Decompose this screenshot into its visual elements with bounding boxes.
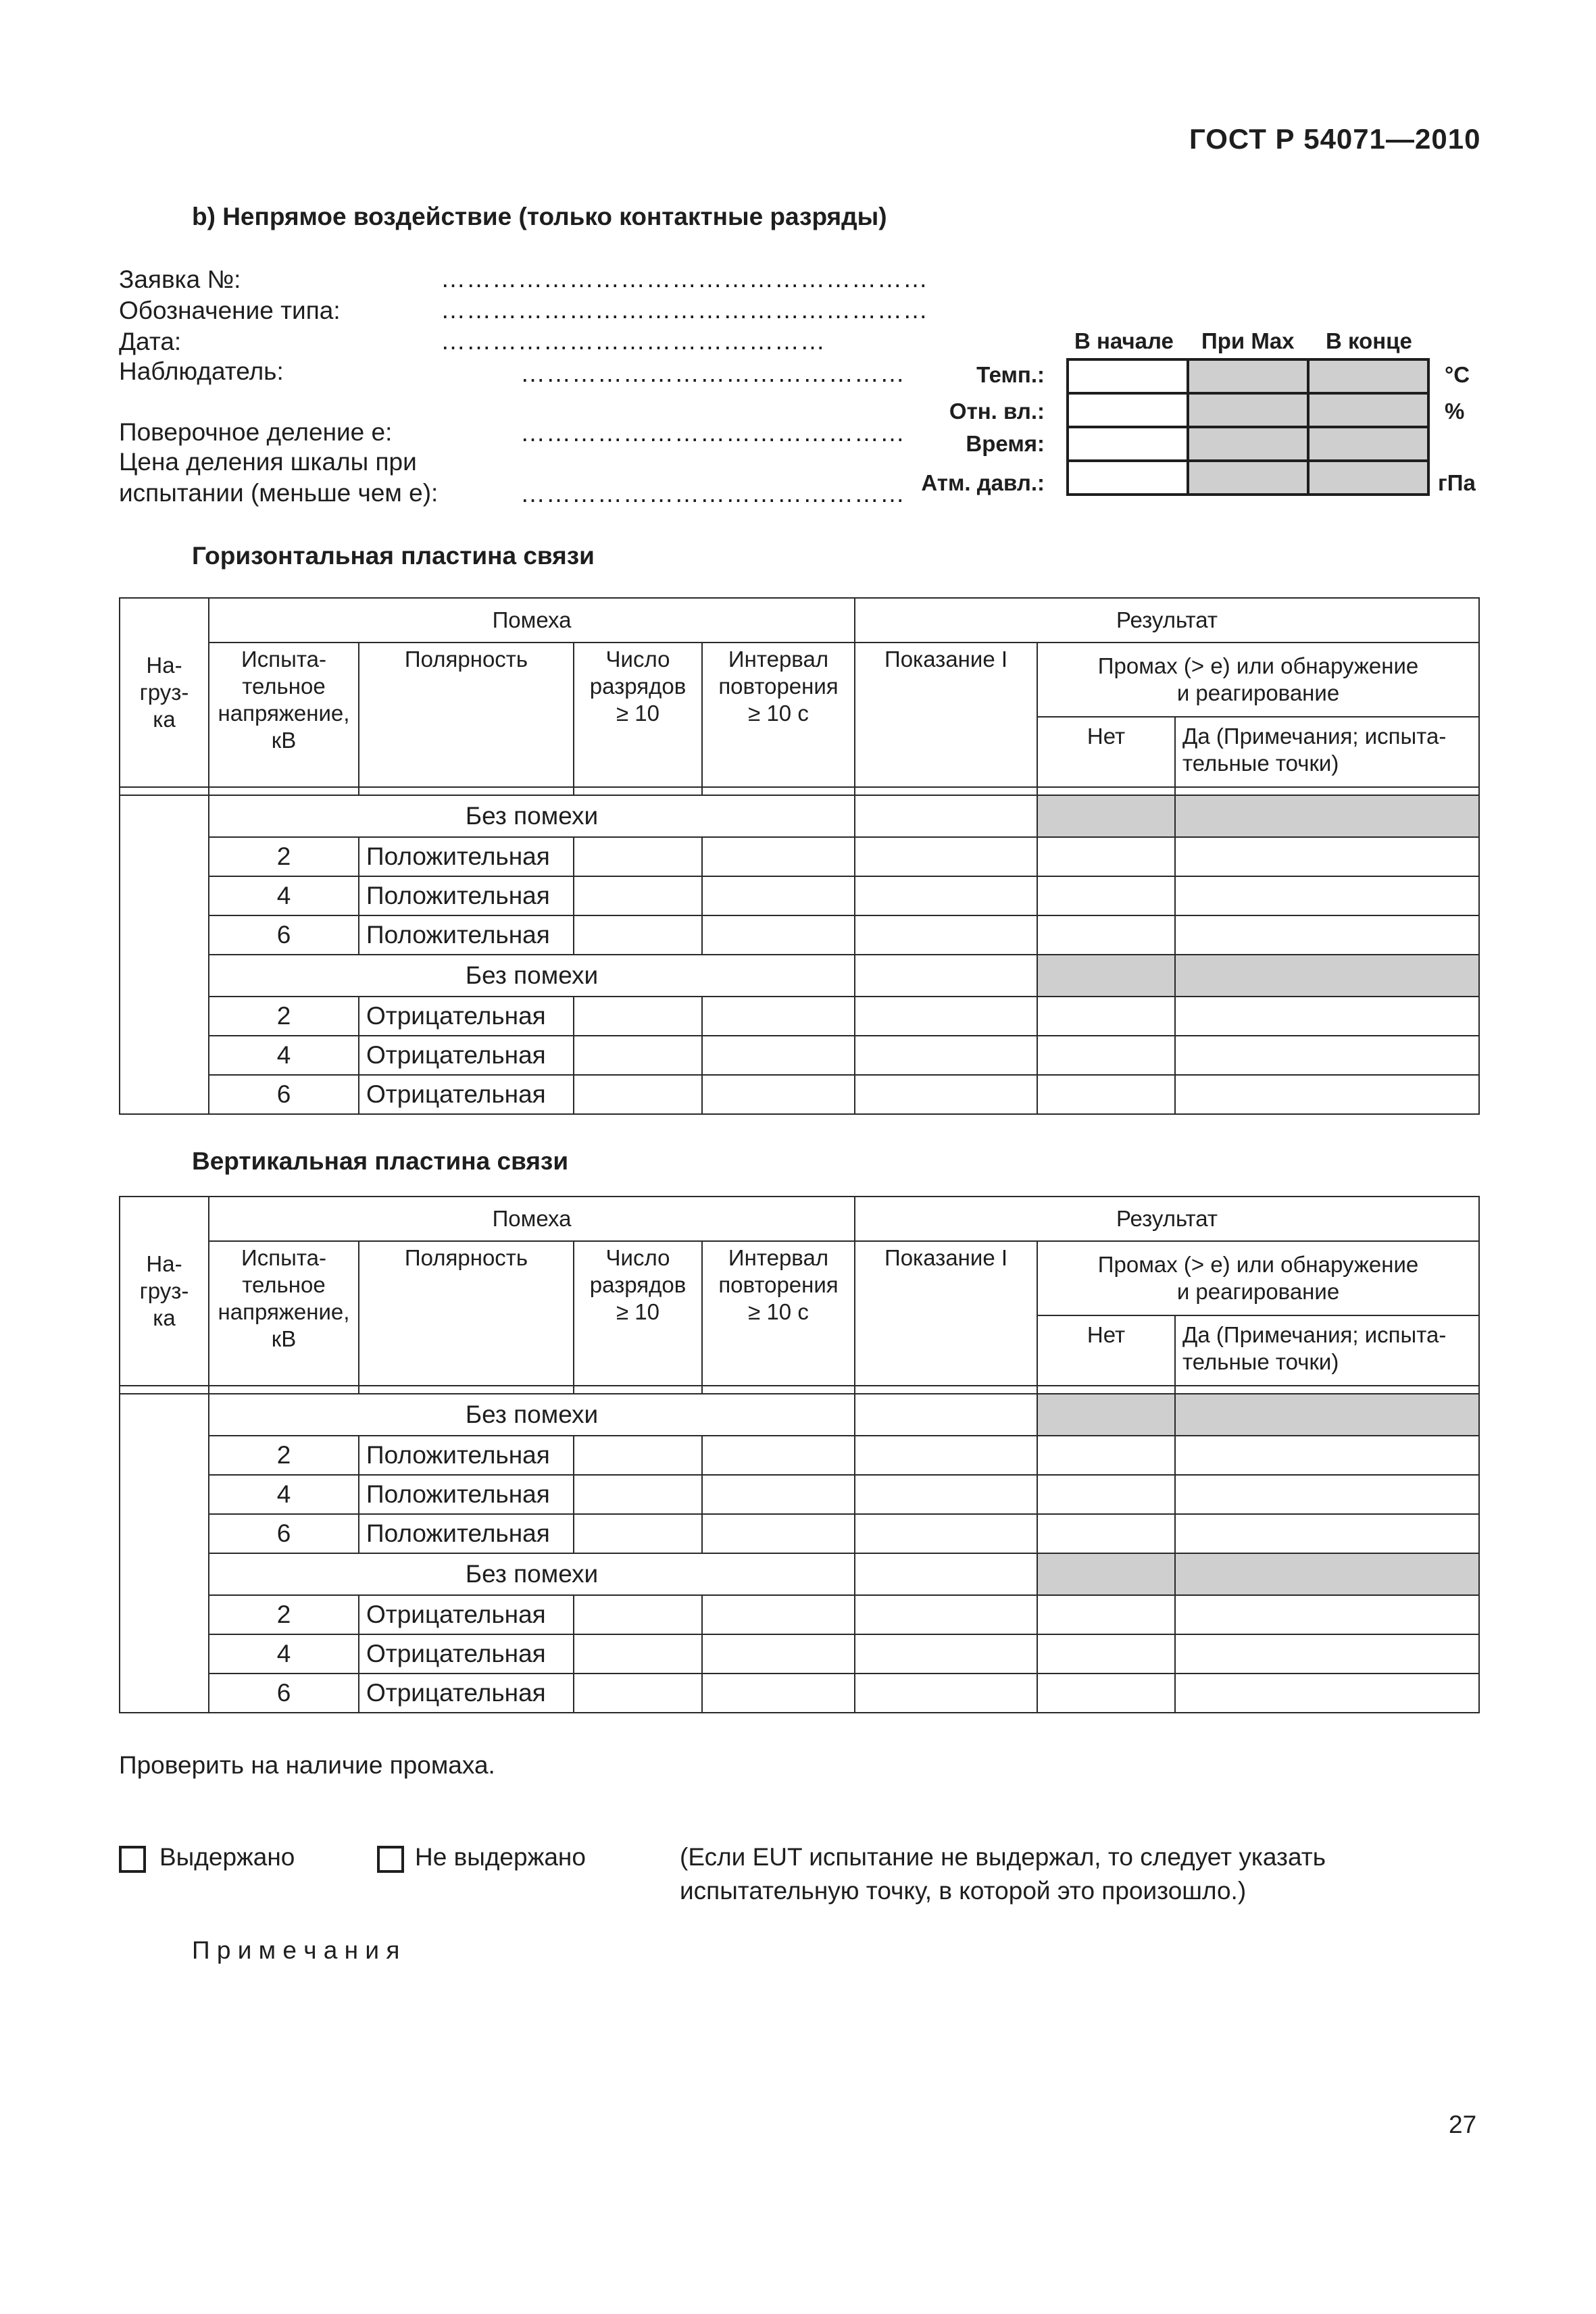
field-label-application: Заявка №: <box>119 266 241 293</box>
polarity-value: Положительная <box>359 837 574 876</box>
no-cell[interactable] <box>1037 1674 1175 1713</box>
reading-cell[interactable] <box>855 837 1037 876</box>
no-cell[interactable] <box>1037 876 1175 915</box>
polarity-value: Отрицательная <box>359 997 574 1036</box>
header-load: На- груз- ка <box>120 1197 209 1386</box>
yes-cell[interactable] <box>1175 1436 1479 1475</box>
failure-note-line1: (Если EUT испытание не выдержал, то следует указать <box>680 1843 1326 1871</box>
interval-cell[interactable] <box>702 876 855 915</box>
voltage-value: 4 <box>209 1634 359 1674</box>
discharges-cell[interactable] <box>574 1514 702 1553</box>
env-cell[interactable] <box>1068 393 1188 427</box>
failed-checkbox[interactable] <box>377 1846 404 1873</box>
discharges-cell[interactable] <box>574 1475 702 1514</box>
section-title: b) Непрямое воздействие (только контактные разряды) <box>192 203 887 230</box>
header-yes: Да (Примечания; испыта- тельные точки) <box>1175 717 1479 787</box>
reading-cell[interactable] <box>855 1553 1037 1595</box>
reading-cell[interactable] <box>855 997 1037 1036</box>
no-cell[interactable] <box>1037 1075 1175 1114</box>
header-reading: Показание I <box>855 643 1037 787</box>
shaded-cell <box>1175 955 1479 997</box>
shaded-cell <box>1175 795 1479 837</box>
standard-number: ГОСТ Р 54071—2010 <box>1189 123 1481 155</box>
env-header-start: В начале <box>1074 328 1174 353</box>
discharges-cell[interactable] <box>574 915 702 955</box>
interval-cell[interactable] <box>702 1595 855 1634</box>
header-voltage: Испыта- тельное напряжение, кВ <box>209 643 359 787</box>
shaded-cell <box>1175 1553 1479 1595</box>
polarity-value: Положительная <box>359 1436 574 1475</box>
interval-cell[interactable] <box>702 1436 855 1475</box>
environment-table <box>1066 358 1430 496</box>
header-reading: Показание I <box>855 1241 1037 1386</box>
env-cell <box>1188 393 1308 427</box>
interval-cell[interactable] <box>702 1475 855 1514</box>
header-interference: Помеха <box>209 598 855 643</box>
table-title-horizontal: Горизонтальная пластина связи <box>192 542 595 570</box>
field-dots-application[interactable]: ………………………………………………… <box>441 265 928 293</box>
reading-cell[interactable] <box>855 1394 1037 1436</box>
reading-cell[interactable] <box>855 1036 1037 1075</box>
no-cell[interactable] <box>1037 997 1175 1036</box>
header-load: На- груз- ка <box>120 598 209 787</box>
interval-cell[interactable] <box>702 997 855 1036</box>
no-cell[interactable] <box>1037 1634 1175 1674</box>
passed-label: Выдержано <box>159 1843 295 1871</box>
env-cell[interactable] <box>1068 359 1188 393</box>
discharges-cell[interactable] <box>574 1634 702 1674</box>
no-cell[interactable] <box>1037 1514 1175 1553</box>
interval-cell[interactable] <box>702 1075 855 1114</box>
header-yes: Да (Примечания; испыта- тельные точки) <box>1175 1315 1479 1386</box>
remarks-heading: П р и м е ч а н и я <box>192 1936 400 1964</box>
field-dots-observer[interactable]: ……………………………………… <box>520 359 905 387</box>
yes-cell[interactable] <box>1175 1475 1479 1514</box>
reading-cell[interactable] <box>855 915 1037 955</box>
yes-cell[interactable] <box>1175 1514 1479 1553</box>
shaded-cell <box>1037 795 1175 837</box>
voltage-value: 6 <box>209 1075 359 1114</box>
discharges-cell[interactable] <box>574 1674 702 1713</box>
reading-cell[interactable] <box>855 795 1037 837</box>
discharges-cell[interactable] <box>574 1595 702 1634</box>
interval-cell[interactable] <box>702 837 855 876</box>
shaded-cell <box>1037 1553 1175 1595</box>
interval-cell[interactable] <box>702 915 855 955</box>
voltage-value: 2 <box>209 1436 359 1475</box>
field-label-scale-2: испытании (меньше чем e): <box>119 479 439 507</box>
header-no: Нет <box>1037 1315 1175 1386</box>
result-table <box>119 597 1480 1115</box>
field-label-verification: Поверочное деление e: <box>119 418 393 446</box>
table-title-vertical: Вертикальная пластина связи <box>192 1147 569 1175</box>
field-dots-date[interactable]: ……………………………………… <box>441 327 826 355</box>
discharges-cell[interactable] <box>574 837 702 876</box>
header-discharges: Число разрядов ≥ 10 <box>574 643 702 787</box>
reading-cell[interactable] <box>855 1674 1037 1713</box>
load-cell[interactable] <box>120 1394 209 1713</box>
yes-cell[interactable] <box>1175 1075 1479 1114</box>
yes-cell[interactable] <box>1175 876 1479 915</box>
no-cell[interactable] <box>1037 1475 1175 1514</box>
load-cell[interactable] <box>120 795 209 1114</box>
no-cell[interactable] <box>1037 837 1175 876</box>
interval-cell[interactable] <box>702 1036 855 1075</box>
env-label-humidity: Отн. вл.: <box>949 399 1045 424</box>
discharges-cell[interactable] <box>574 1436 702 1475</box>
voltage-value: 4 <box>209 1036 359 1075</box>
no-cell[interactable] <box>1037 1036 1175 1075</box>
polarity-value: Отрицательная <box>359 1634 574 1674</box>
header-result: Результат <box>855 598 1479 643</box>
header-miss: Промах (> e) или обнаружение и реагирование <box>1037 643 1479 717</box>
discharges-cell[interactable] <box>574 997 702 1036</box>
yes-cell[interactable] <box>1175 837 1479 876</box>
interval-cell[interactable] <box>702 1514 855 1553</box>
reading-cell[interactable] <box>855 1436 1037 1475</box>
polarity-value: Положительная <box>359 1514 574 1553</box>
env-unit-pressure: гПа <box>1438 470 1476 495</box>
voltage-value: 4 <box>209 876 359 915</box>
env-cell <box>1188 359 1308 393</box>
env-cell[interactable] <box>1068 461 1188 495</box>
env-cell <box>1308 427 1428 461</box>
header-interval: Интервал повторения ≥ 10 с <box>702 1241 855 1386</box>
no-cell[interactable] <box>1037 1595 1175 1634</box>
reading-cell[interactable] <box>855 1634 1037 1674</box>
header-voltage: Испыта- тельное напряжение, кВ <box>209 1241 359 1386</box>
env-unit-temp: °C <box>1445 362 1470 387</box>
env-cell <box>1188 427 1308 461</box>
env-label-pressure: Атм. давл.: <box>921 470 1045 495</box>
env-header-end: В конце <box>1326 328 1412 353</box>
field-label-type: Обозначение типа: <box>119 297 341 324</box>
interval-cell[interactable] <box>702 1674 855 1713</box>
voltage-value: 6 <box>209 915 359 955</box>
polarity-value: Отрицательная <box>359 1075 574 1114</box>
polarity-value: Отрицательная <box>359 1036 574 1075</box>
env-header-max: При Max <box>1201 328 1295 353</box>
env-cell <box>1188 461 1308 495</box>
field-label-scale-1: Цена деления шкалы при <box>119 448 417 476</box>
reading-cell[interactable] <box>855 876 1037 915</box>
env-cell <box>1308 393 1428 427</box>
yes-cell[interactable] <box>1175 1634 1479 1674</box>
yes-cell[interactable] <box>1175 1674 1479 1713</box>
header-miss: Промах (> e) или обнаружение и реагирование <box>1037 1241 1479 1315</box>
failed-label: Не выдержано <box>415 1843 586 1871</box>
shaded-cell <box>1037 1394 1175 1436</box>
result-table <box>119 1196 1480 1713</box>
polarity-value: Положительная <box>359 1475 574 1514</box>
env-label-time: Время: <box>966 431 1045 456</box>
yes-cell[interactable] <box>1175 915 1479 955</box>
reading-cell[interactable] <box>855 955 1037 997</box>
field-dots-type[interactable]: ………………………………………………… <box>441 296 928 324</box>
yes-cell[interactable] <box>1175 1595 1479 1634</box>
reading-cell[interactable] <box>855 1075 1037 1114</box>
shaded-cell <box>1037 955 1175 997</box>
no-interference-row: Без помехи <box>209 1394 855 1436</box>
polarity-value: Положительная <box>359 915 574 955</box>
header-polarity: Полярность <box>359 643 574 787</box>
discharges-cell[interactable] <box>574 1036 702 1075</box>
field-label-observer: Наблюдатель: <box>119 357 284 385</box>
header-result: Результат <box>855 1197 1479 1241</box>
discharges-cell[interactable] <box>574 876 702 915</box>
voltage-value: 2 <box>209 837 359 876</box>
polarity-value: Отрицательная <box>359 1674 574 1713</box>
shaded-cell <box>1175 1394 1479 1436</box>
env-cell <box>1308 461 1428 495</box>
reading-cell[interactable] <box>855 1514 1037 1553</box>
field-label-date: Дата: <box>119 328 182 355</box>
header-interval: Интервал повторения ≥ 10 с <box>702 643 855 787</box>
env-cell[interactable] <box>1068 427 1188 461</box>
env-cell <box>1308 359 1428 393</box>
yes-cell[interactable] <box>1175 1036 1479 1075</box>
discharges-cell[interactable] <box>574 1075 702 1114</box>
header-discharges: Число разрядов ≥ 10 <box>574 1241 702 1386</box>
page-number: 27 <box>1449 2111 1477 2138</box>
reading-cell[interactable] <box>855 1475 1037 1514</box>
no-interference-row: Без помехи <box>209 795 855 837</box>
voltage-value: 6 <box>209 1674 359 1713</box>
failure-note-line2: испытательную точку, в которой это произошло.) <box>680 1877 1247 1905</box>
polarity-value: Отрицательная <box>359 1595 574 1634</box>
header-polarity: Полярность <box>359 1241 574 1386</box>
no-cell[interactable] <box>1037 1436 1175 1475</box>
header-interference: Помеха <box>209 1197 855 1241</box>
env-unit-humidity: % <box>1445 399 1465 424</box>
voltage-value: 2 <box>209 1595 359 1634</box>
header-no: Нет <box>1037 717 1175 787</box>
interval-cell[interactable] <box>702 1634 855 1674</box>
reading-cell[interactable] <box>855 1595 1037 1634</box>
passed-checkbox[interactable] <box>119 1846 146 1873</box>
polarity-value: Положительная <box>359 876 574 915</box>
check-instruction: Проверить на наличие промаха. <box>119 1751 495 1779</box>
voltage-value: 4 <box>209 1475 359 1514</box>
voltage-value: 6 <box>209 1514 359 1553</box>
field-dots-scale[interactable]: ……………………………………… <box>520 480 905 507</box>
no-interference-row: Без помехи <box>209 955 855 997</box>
field-dots-verification[interactable]: ……………………………………… <box>520 419 905 447</box>
no-interference-row: Без помехи <box>209 1553 855 1595</box>
no-cell[interactable] <box>1037 915 1175 955</box>
voltage-value: 2 <box>209 997 359 1036</box>
yes-cell[interactable] <box>1175 997 1479 1036</box>
env-label-temp: Темп.: <box>976 362 1045 387</box>
